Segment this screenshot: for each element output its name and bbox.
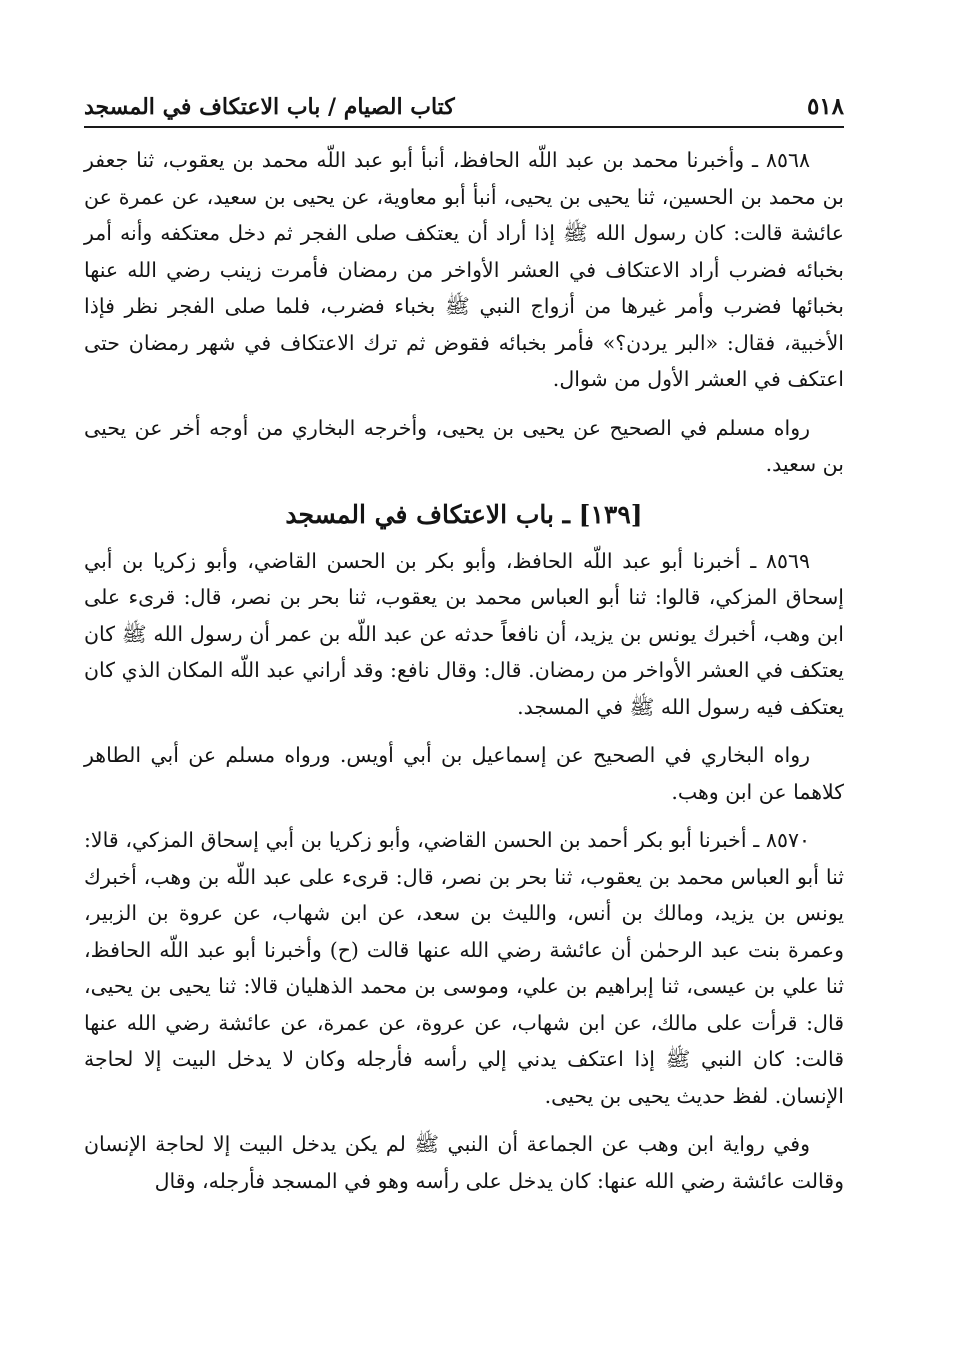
running-title: كتاب الصيام / باب الاعتكاف في المسجد [84, 94, 455, 120]
hadith-8568: ٨٥٦٨ ـ وأخبرنا محمد بن عبد اللّه الحافظ، أنبأ أبو عبد اللّه محمد بن يعقوب، ثنا جعفر بن محمد بن الحسين، ثنا يحيى بن يحيى، أنبأ أبو معاوية، عن يحيى بن سعيد، عن عمرة عن عائشة قالت: كان رسول الله ﷺ إذا أراد أن يعتكف صلى الفجر ثم دخل معتكفه وأنه أمر بخبائه فضرب أراد الاعتكاف في العشر الأواخر من رمضان فأمرت زينب رضي الله عنها بخبائها فضرب وأمر غيرها من أزواج النبي ﷺ بخباء فضرب، فلما صلى الفجر نظر فإذا الأخبية، فقال: «البر يردن؟» فأمر بخبائه فقوض ثم ترك الاعتكاف في شهر رمضان حتى اعتكف في العشر الأول من شوال. [84, 148, 844, 391]
page-header [84, 80, 844, 128]
takhrij-8569: رواه البخاري في الصحيح عن إسماعيل بن أبي أويس. ورواه مسلم عن أبي الطاهر كلاهما عن ابن وهب. [84, 743, 844, 804]
hadith-8570: ٨٥٧٠ ـ أخبرنا أبو بكر أحمد بن الحسن القاضي، وأبو زكريا بن أبي إسحاق المزكي، قالا: ثنا أبو العباس محمد بن يعقوب، ثنا بحر بن نصر، قال: قرىء على عبد اللّه بن وهب، أخبرك يونس بن يزيد، ومالك بن أنس، والليث بن سعد، عن ابن شهاب، عن عروة بن الزبير، وعمرة بنت عبد الرحمٰن أن عائشة رضي الله عنها قالت (ح) وأخبرنا أبو عبد اللّه الحافظ، ثنا علي بن عيسى، ثنا إبراهيم بن علي، وموسى بن محمد الذهليان قالا: ثنا يحيى بن يحيى، قال: قرأت على مالك، عن ابن شهاب، عن عروة، عن عمرة، عن عائشة رضي الله عنها قالت: كان النبي ﷺ إذا اعتكف يدني إلي رأسه فأرجله وكان لا يدخل البيت إلا لحاجة الإنسان. لفظ حديث يحيى بن يحيى. [84, 828, 844, 1108]
takhrij-8568: رواه مسلم في الصحيح عن يحيى بن يحيى، وأخرجه البخاري من أوجه أخر عن يحيى بن سعيد. [84, 415, 844, 476]
chapter-heading: [١٣٩] ـ باب الاعتكاف في المسجد [285, 499, 643, 529]
riwaya-note: وفي رواية ابن وهب عن الجماعة أن النبي ﷺ لم يكن يدخل البيت إلا لحاجة الإنسان وقالت عائشة رضي الله عنها: كان يدخل على رأسه وهو في المسجد فأرجله، وقال [84, 1132, 844, 1193]
page-number: ٥١٨ [806, 93, 844, 120]
page-body [84, 142, 844, 1211]
hadith-8569: ٨٥٦٩ ـ أخبرنا أبو عبد اللّه الحافظ، وأبو بكر بن الحسن القاضي، وأبو زكريا بن أبي إسحاق المزكي، قالوا: ثنا أبو العباس محمد بن يعقوب، ثنا بحر بن نصر، قال: قرىء على ابن وهب، أخبرك يونس بن يزيد، أن نافعاً حدثه عن عبد اللّه بن عمر أن رسول الله ﷺ كان يعتكف في العشر الأواخر من رمضان. قال: وقال نافع: وقد أراني عبد اللّه المكان الذي كان يعتكف فيه رسول الله ﷺ في المسجد. [84, 548, 844, 719]
